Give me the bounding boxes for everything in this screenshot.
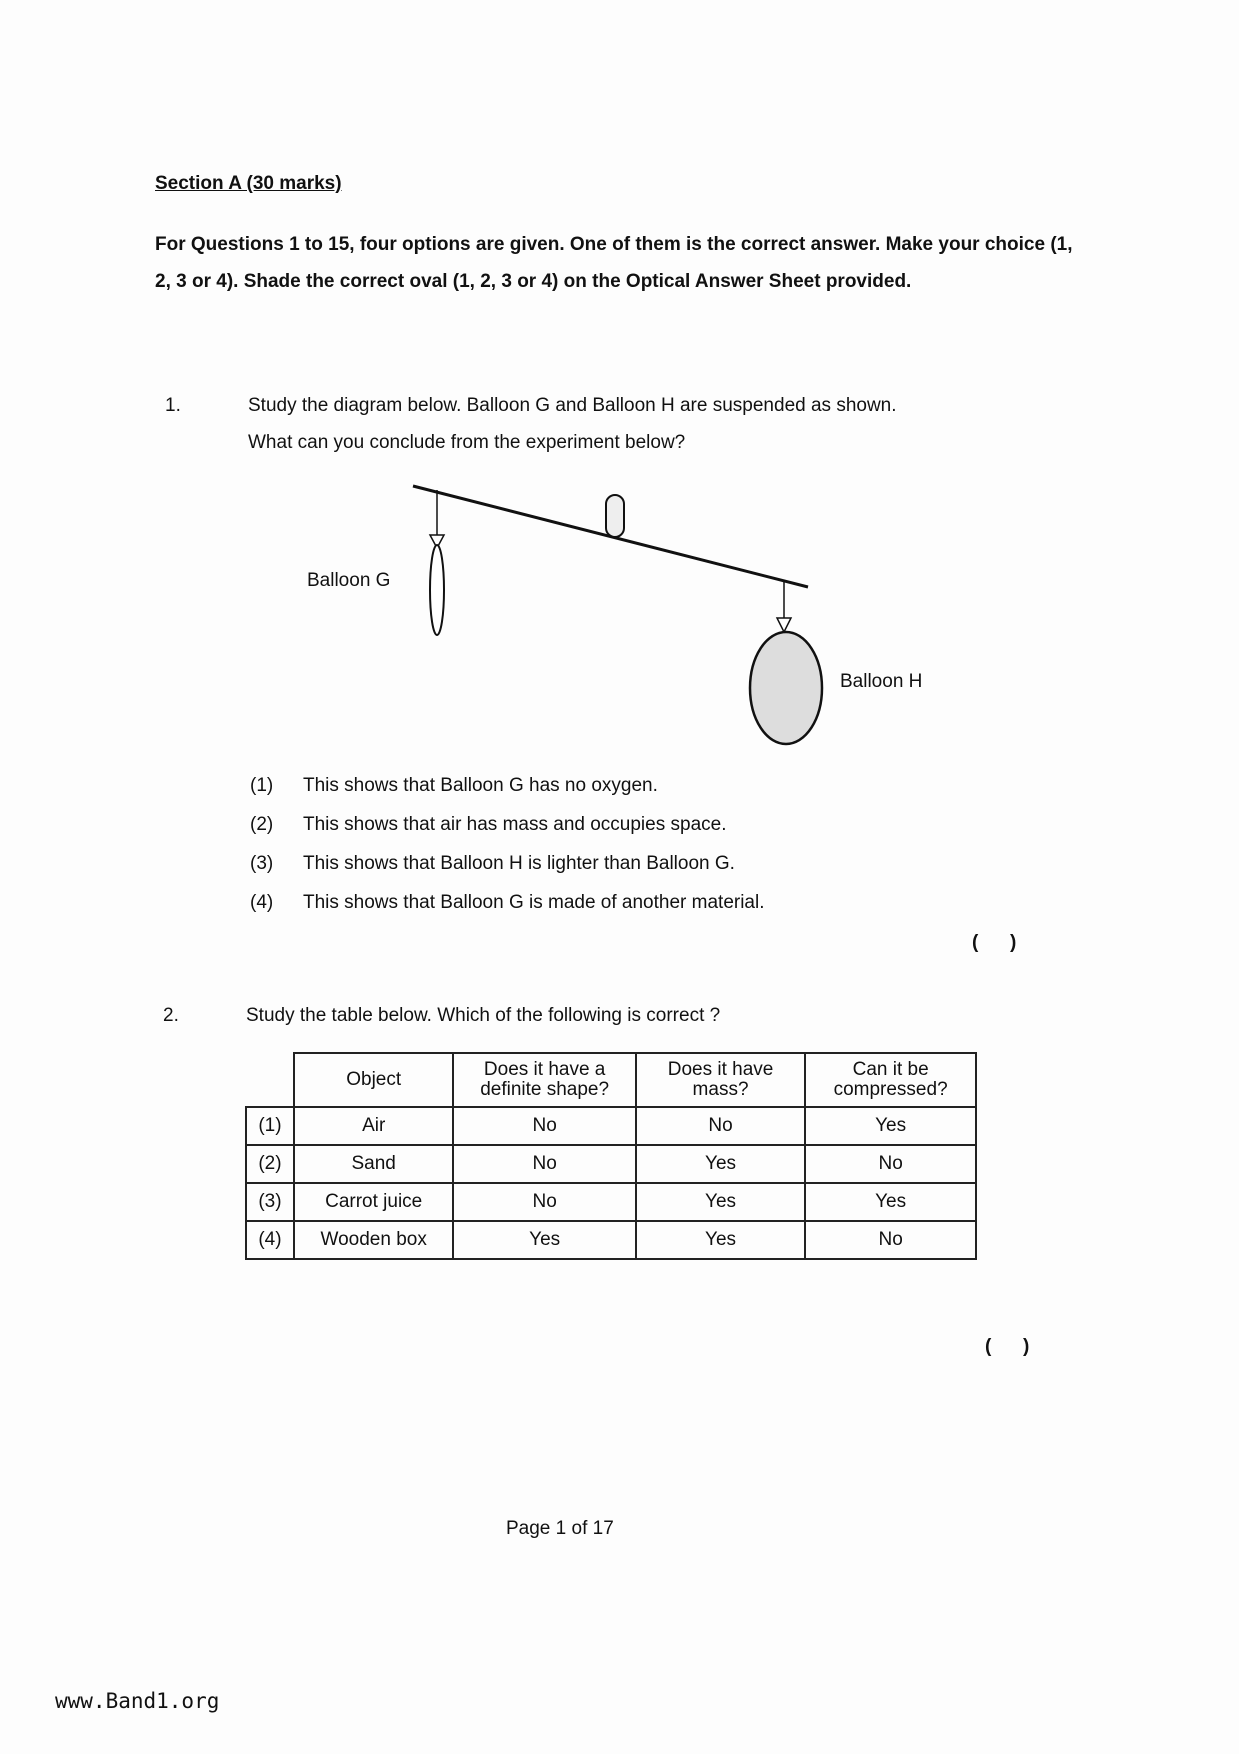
option-3-number: (3) [250, 853, 274, 874]
balloon-g-label: Balloon G [307, 570, 391, 591]
cell-shape: No [453, 1107, 635, 1145]
question-2-text: Study the table below. Which of the following is correct ? [246, 1005, 721, 1026]
cell-object: Carrot juice [294, 1183, 454, 1221]
question-2-number: 2. [163, 1005, 179, 1026]
table-header-row [246, 1053, 976, 1107]
header-definite-shape: Does it have a definite shape? [453, 1053, 635, 1107]
option-1-text: This shows that Balloon G has no oxygen. [303, 775, 658, 796]
row-number: (1) [246, 1107, 294, 1145]
option-2-number: (2) [250, 814, 274, 835]
balloon-h [750, 632, 822, 744]
cell-object: Sand [294, 1145, 454, 1183]
balloon-h-label: Balloon H [840, 671, 923, 692]
option-4-number: (4) [250, 892, 274, 913]
question-2-table [245, 1052, 977, 1260]
cell-shape: No [453, 1145, 635, 1183]
row-number: (3) [246, 1183, 294, 1221]
cell-mass: Yes [636, 1183, 805, 1221]
cell-compressed: No [805, 1221, 976, 1259]
section-heading: Section A (30 marks) [155, 173, 342, 194]
watermark-text: www.Band1.org [55, 1689, 220, 1713]
question-2-answer-bracket: ( ) [985, 1336, 1030, 1357]
cell-mass: No [636, 1107, 805, 1145]
cell-compressed: No [805, 1145, 976, 1183]
header-object: Object [294, 1053, 454, 1107]
balloon-g [430, 545, 444, 635]
option-1-number: (1) [250, 775, 274, 796]
page-number: Page 1 of 17 [506, 1518, 614, 1539]
cell-shape: Yes [453, 1221, 635, 1259]
cell-compressed: Yes [805, 1183, 976, 1221]
cell-shape: No [453, 1183, 635, 1221]
cell-mass: Yes [636, 1145, 805, 1183]
option-4-text: This shows that Balloon G is made of another material. [303, 892, 765, 913]
balloon-balance-diagram [0, 0, 1239, 780]
table-row [246, 1107, 976, 1145]
table-row [246, 1145, 976, 1183]
cell-object: Air [294, 1107, 454, 1145]
option-2-text: This shows that air has mass and occupies space. [303, 814, 727, 835]
cell-mass: Yes [636, 1221, 805, 1259]
cell-compressed: Yes [805, 1107, 976, 1145]
question-1-number: 1. [165, 395, 181, 416]
row-number: (4) [246, 1221, 294, 1259]
question-1-answer-bracket: ( ) [972, 932, 1017, 953]
pivot-hanger [606, 495, 624, 537]
header-compressed: Can it be compressed? [805, 1053, 976, 1107]
table-row [246, 1221, 976, 1259]
row-number: (2) [246, 1145, 294, 1183]
cell-object: Wooden box [294, 1221, 454, 1259]
question-1-text-line1: Study the diagram below. Balloon G and Balloon H are suspended as shown. [248, 395, 897, 416]
table-row [246, 1183, 976, 1221]
instructions: For Questions 1 to 15, four options are given. One of them is the correct answer. Make your choice (1, 2, 3 or 4). Shade the correct oval (1, 2, 3 or 4) on the Optical Answer Sheet provided. [155, 234, 1073, 292]
option-3-text: This shows that Balloon H is lighter than Balloon G. [303, 853, 735, 874]
header-mass: Does it have mass? [636, 1053, 805, 1107]
question-1-text-line2: What can you conclude from the experiment below? [248, 432, 686, 453]
